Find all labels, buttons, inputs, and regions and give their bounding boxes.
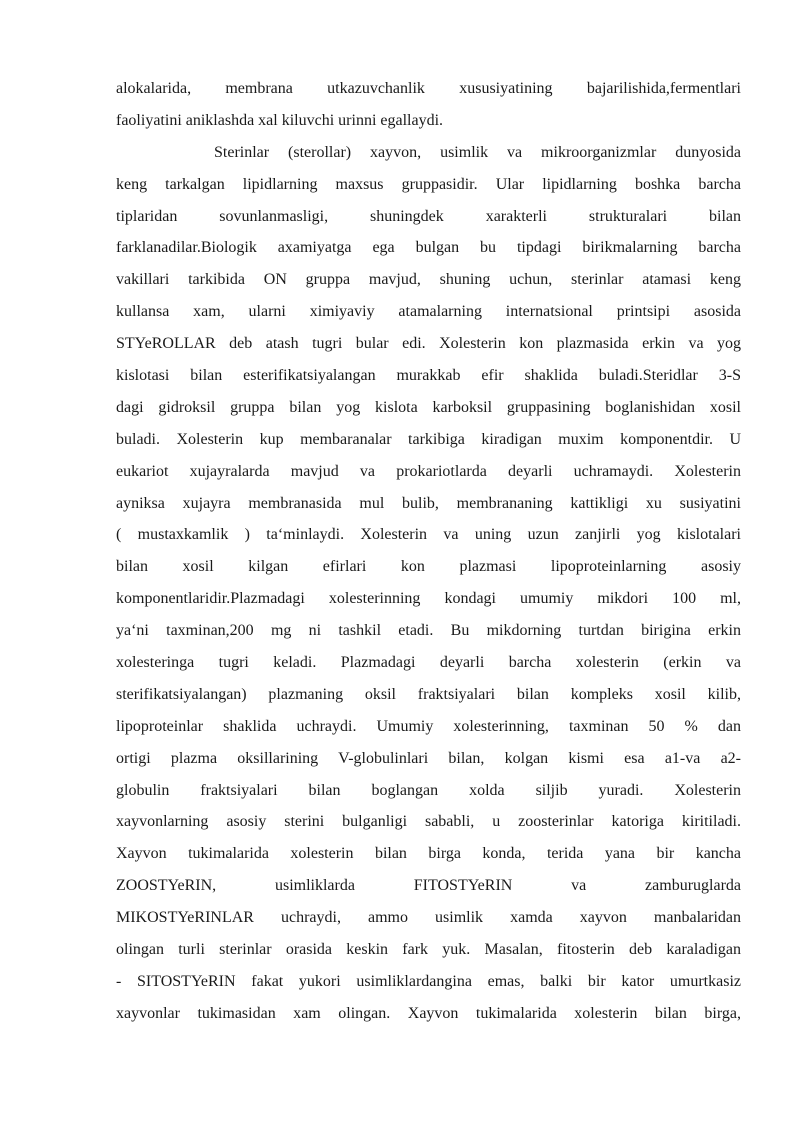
text-line: buladi. Xolesterin kup membaranalar tarkibiga kiradigan muxim komponentdir. U bbox=[116, 430, 741, 448]
text-line: farklanadilar.Biologik axamiyatga ega bulgan bu tipdagi birikmalarning barcha bbox=[116, 239, 741, 257]
text-line: lipoproteinlar shaklida uchraydi. Umumiy xolesterinning, taxminan 50 % dan bbox=[116, 717, 741, 735]
text-line: kullansa xam, ularni ximiyaviy atamalarning internatsional printsipi asosida bbox=[116, 303, 741, 321]
text-line: STYeROLLAR deb atash tugri bular edi. Xolesterin kon plazmasida erkin va yog bbox=[116, 335, 741, 353]
text-line: komponentlaridir.Plazmadagi xolesterinning kondagi umumiy mikdori 100 ml, bbox=[116, 590, 741, 608]
text-line: keng tarkalgan lipidlarning maxsus gruppasidir. Ular lipidlarning boshka barcha bbox=[116, 175, 741, 193]
text-line: globulin fraktsiyalari bilan boglangan xolda siljib yuradi. Xolesterin bbox=[116, 781, 741, 799]
text-line: bilan xosil kilgan efirlari kon plazmasi lipoproteinlarning asosiy bbox=[116, 558, 741, 576]
text-line: alokalarida, membrana utkazuvchanlik xususiyatining bajarilishida,fermentlari bbox=[116, 80, 741, 97]
text-line: xolesteringa tugri keladi. Plazmadagi deyarli barcha xolesterin (erkin va bbox=[116, 654, 741, 672]
text-line: sterifikatsiyalangan) plazmaning oksil fraktsiyalari bilan kompleks xosil kilib, bbox=[116, 685, 741, 703]
text-line: ( mustaxkamlik ) ta‘minlaydi. Xolesterin va uning uzun zanjirli yog kislotalari bbox=[116, 526, 741, 544]
text-line: xayvonlarning asosiy sterini bulganligi sababli, u zoosterinlar katoriga kiritiladi. bbox=[116, 813, 741, 831]
text-line: tiplaridan sovunlanmasligi, shuningdek xarakterli strukturalari bilan bbox=[116, 207, 741, 225]
text-line: kislotasi bilan esterifikatsiyalangan murakkab efir shaklida buladi.Steridlar 3-S bbox=[116, 367, 741, 385]
paragraph-start-line: Sterinlar (sterollar) xayvon, usimlik va mikroorganizmlar dunyosida bbox=[214, 143, 741, 161]
text-line: ZOOSTYeRIN, usimliklarda FITOSTYeRIN va zamburuglarda bbox=[116, 877, 741, 895]
text-line: MIKOSTYeRINLAR uchraydi, ammo usimlik xamda xayvon manbalaridan bbox=[116, 909, 741, 927]
text-line: ortigi plazma oksillarining V-globulinlari bilan, kolgan kismi esa a1-va a2- bbox=[116, 749, 741, 767]
text-line: olingan turli sterinlar orasida keskin fark yuk. Masalan, fitosterin deb karaladigan bbox=[116, 941, 741, 959]
text-line: dagi gidroksil gruppa bilan yog kislota karboksil gruppasining boglanishidan xosil bbox=[116, 398, 741, 416]
text-line: ya‘ni taxminan,200 mg ni tashkil etadi. Bu mikdorning turtdan birigina erkin bbox=[116, 622, 741, 640]
text-line: xayvonlar tukimasidan xam olingan. Xayvon tukimalarida xolesterin bilan birga, bbox=[116, 1004, 741, 1022]
body-text bbox=[116, 73, 741, 1030]
text-line: ayniksa xujayra membranasida mul bulib, membrananing kattikligi xu susiyatini bbox=[116, 494, 741, 512]
text-line: faoliyatini aniklashda xal kiluvchi urinni egallaydi. bbox=[116, 111, 444, 129]
text-line: eukariot xujayralarda mavjud va prokariotlarda deyarli uchramaydi. Xolesterin bbox=[116, 462, 741, 480]
text-line: Xayvon tukimalarida xolesterin bilan birga konda, terida yana bir kancha bbox=[116, 845, 741, 863]
text-line: - SITOSTYeRIN fakat yukori usimliklardangina emas, balki bir kator umurtkasiz bbox=[116, 972, 741, 990]
text-line: vakillari tarkibida ON gruppa mavjud, shuning uchun, sterinlar atamasi keng bbox=[116, 271, 741, 289]
